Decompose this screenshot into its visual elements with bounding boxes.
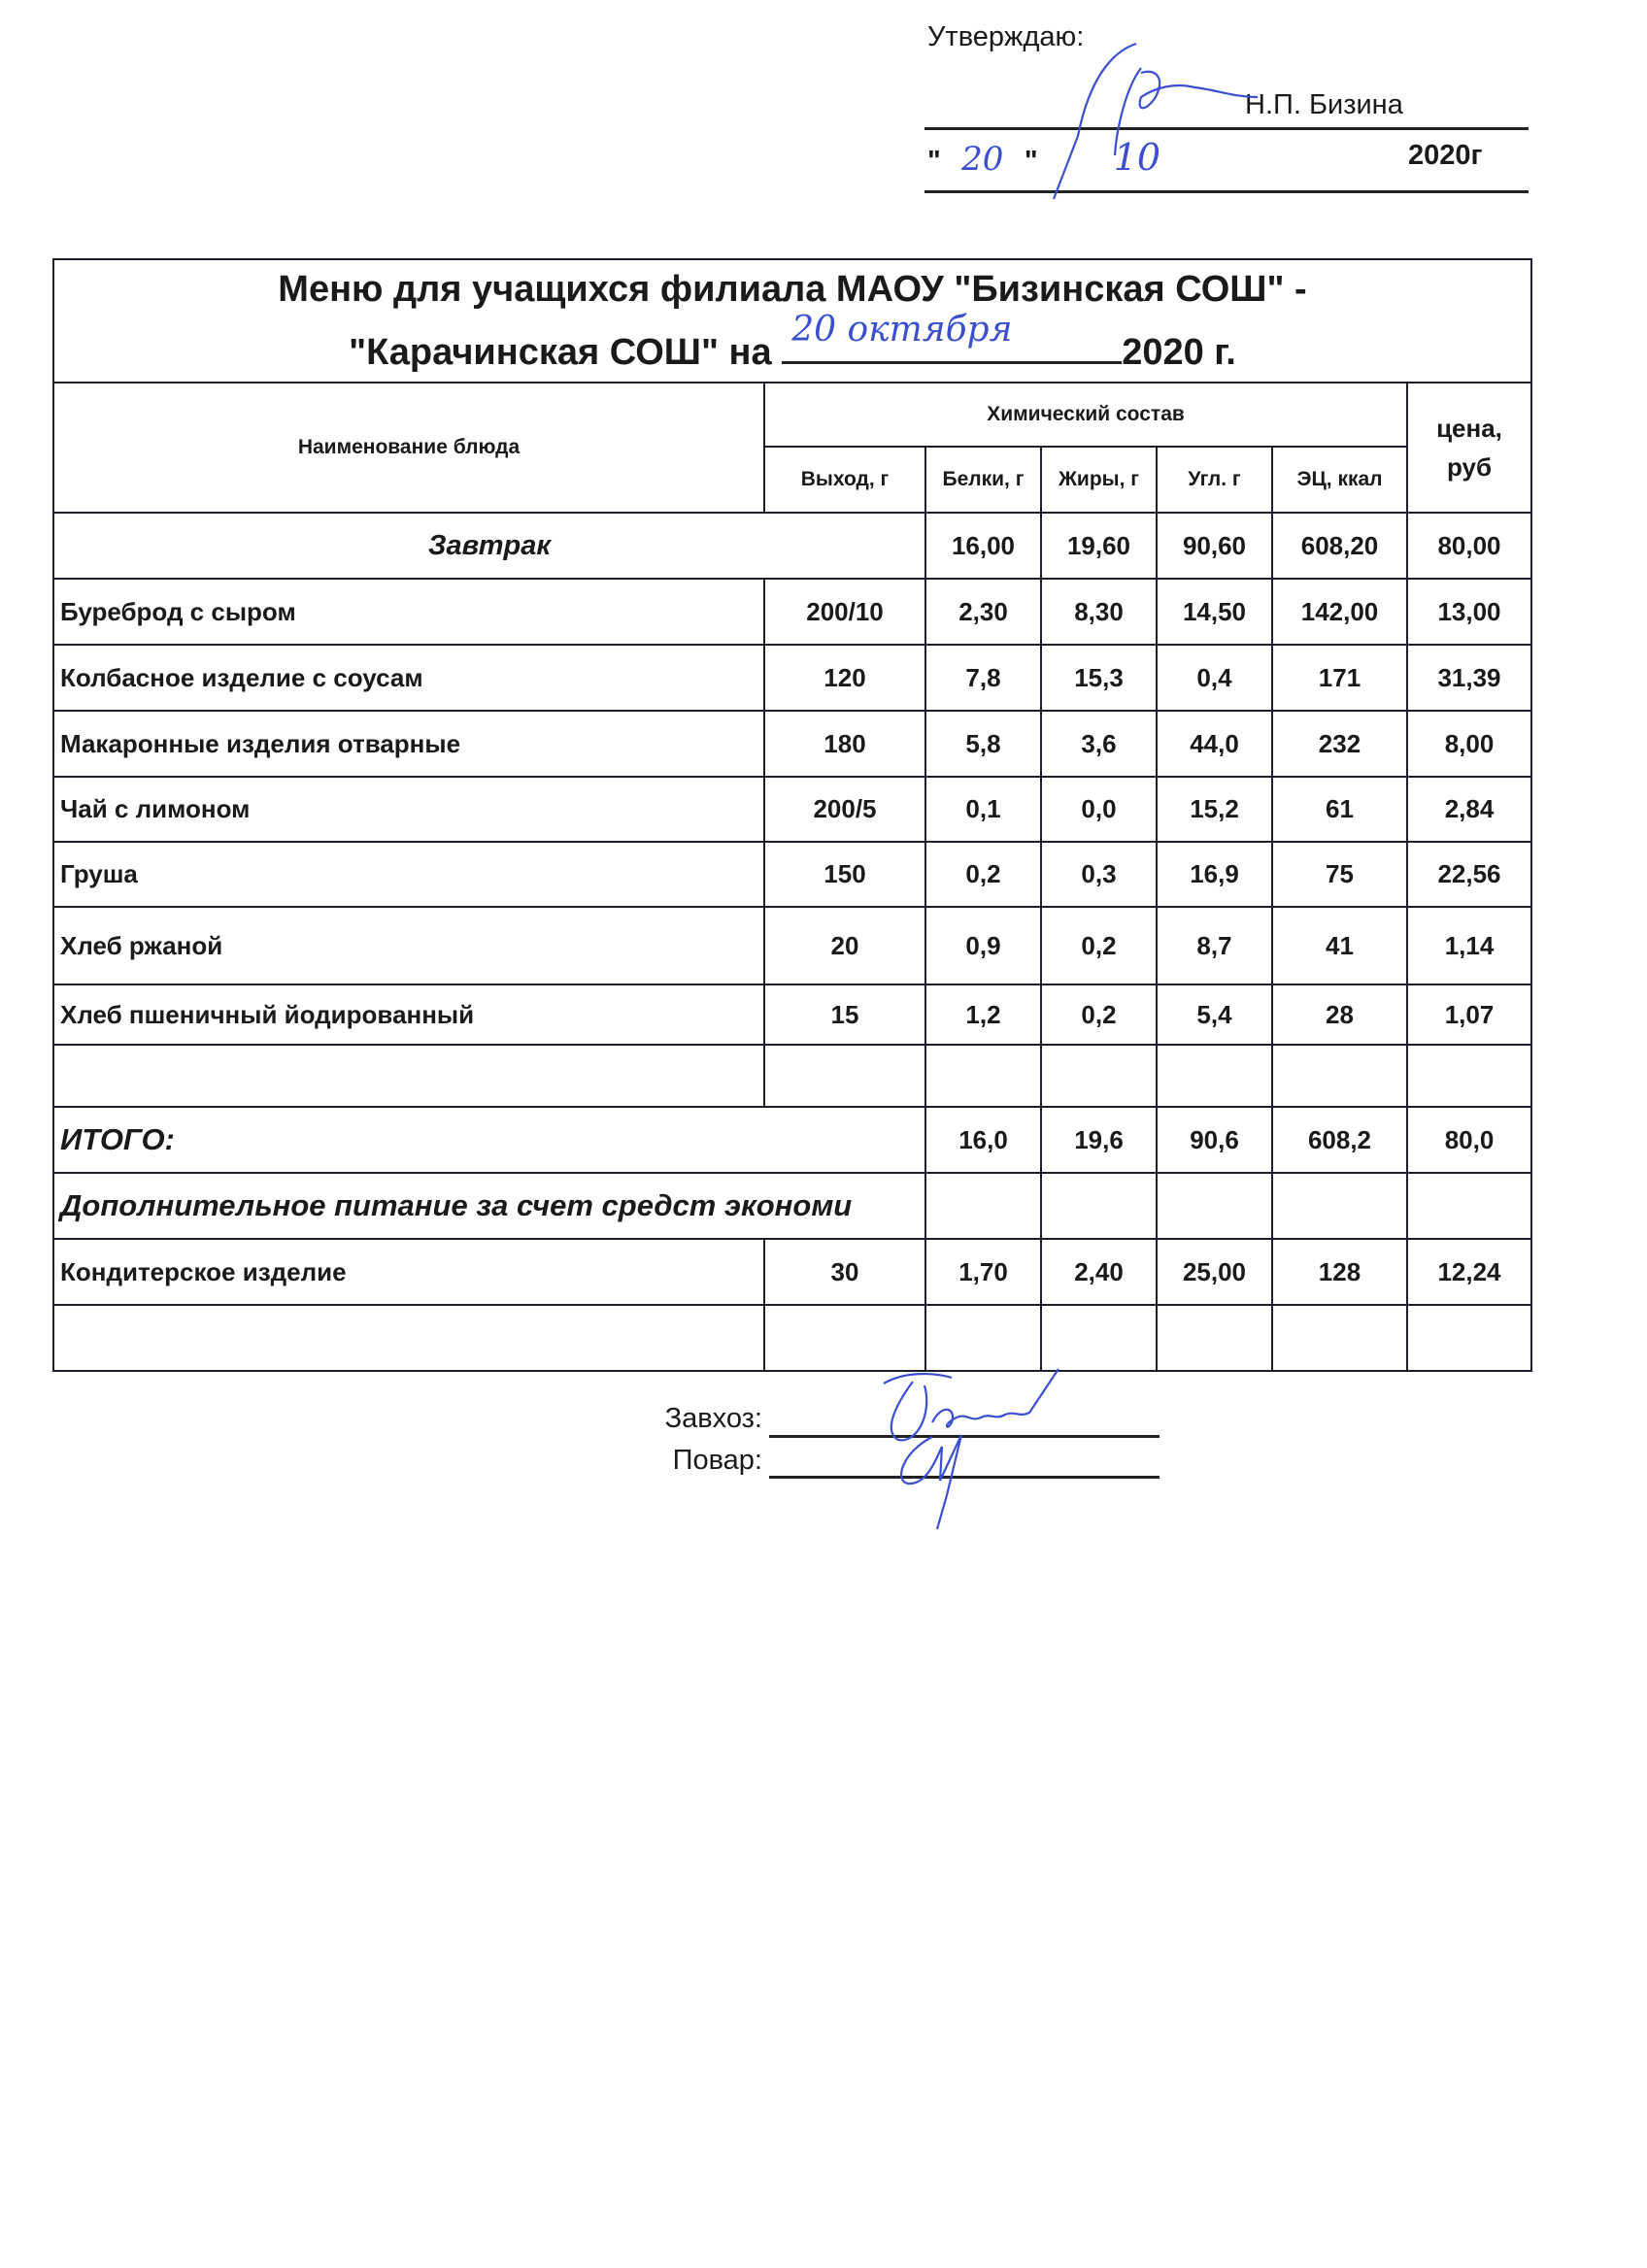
menu-item-fat: 0,0 (1041, 777, 1157, 842)
header-price-line-2: руб (1446, 452, 1493, 482)
cook-signature (893, 1427, 1020, 1534)
header-price (1407, 383, 1531, 513)
menu-item-yield: 200/10 (764, 579, 925, 645)
menu-item-yield: 180 (764, 711, 925, 777)
menu-item-kcal: 41 (1272, 907, 1407, 984)
menu-item-row (53, 645, 1531, 711)
menu-item-kcal: 142,00 (1272, 579, 1407, 645)
menu-item-fat: 3,6 (1041, 711, 1157, 777)
menu-item-price: 31,39 (1407, 645, 1531, 711)
extra-item-row (53, 1239, 1531, 1305)
header-kcal: ЭЦ, ккал (1272, 447, 1407, 513)
empty-cell (1272, 1173, 1407, 1239)
menu-item-price: 13,00 (1407, 579, 1531, 645)
title-date-field (782, 310, 1122, 364)
date-quote-open: " (927, 146, 941, 177)
menu-item-row (53, 984, 1531, 1045)
menu-item-row (53, 777, 1531, 842)
header-chemical-composition: Химический состав (764, 383, 1407, 447)
total-label: ИТОГО: (53, 1107, 925, 1173)
date-day-handwritten: 20 (961, 140, 1004, 179)
empty-cell (925, 1173, 1041, 1239)
approval-label: Утверждаю: (927, 21, 1085, 52)
header-yield: Выход, г (764, 447, 925, 513)
menu-item-carbs: 0,4 (1157, 645, 1272, 711)
total-fat: 19,6 (1041, 1107, 1157, 1173)
date-quote-close: " (1024, 146, 1038, 177)
menu-item-name: Чай с лимоном (53, 777, 764, 842)
empty-cell (1272, 1045, 1407, 1107)
menu-item-price: 1,07 (1407, 984, 1531, 1045)
empty-cell (1407, 1305, 1531, 1371)
empty-cell (925, 1045, 1041, 1107)
menu-item-fat: 15,3 (1041, 645, 1157, 711)
extra-header-row (53, 1173, 1531, 1239)
menu-item-yield: 15 (764, 984, 925, 1045)
approver-signature (1049, 29, 1262, 204)
total-row (53, 1107, 1531, 1173)
menu-item-name: Груша (53, 842, 764, 907)
approval-year: 2020г (1408, 140, 1483, 171)
menu-item-price: 1,14 (1407, 907, 1531, 984)
empty-cell (1041, 1045, 1157, 1107)
menu-table (52, 258, 1532, 1372)
menu-item-kcal: 171 (1272, 645, 1407, 711)
menu-item-protein: 7,8 (925, 645, 1041, 711)
empty-row (53, 1045, 1531, 1107)
menu-item-name: Колбасное изделие с соусам (53, 645, 764, 711)
header-fat: Жиры, г (1041, 447, 1157, 513)
document-title (53, 259, 1531, 383)
menu-item-row (53, 711, 1531, 777)
menu-item-yield: 150 (764, 842, 925, 907)
title-date-handwritten: 20 октября (791, 310, 1013, 350)
header-price-line-1: цена, (1436, 414, 1502, 443)
storekeeper-label: Завхоз: (664, 1403, 762, 1434)
menu-item-price: 8,00 (1407, 711, 1531, 777)
menu-item-row (53, 579, 1531, 645)
empty-cell (925, 1305, 1041, 1371)
empty-cell (1157, 1045, 1272, 1107)
empty-cell (1407, 1045, 1531, 1107)
menu-item-name: Хлеб ржаной (53, 907, 764, 984)
extra-item-price: 12,24 (1407, 1239, 1531, 1305)
total-protein: 16,0 (925, 1107, 1041, 1173)
header-carbs: Угл. г (1157, 447, 1272, 513)
title-line-2 (60, 310, 1525, 382)
extra-item-yield: 30 (764, 1239, 925, 1305)
menu-item-fat: 8,30 (1041, 579, 1157, 645)
menu-item-carbs: 15,2 (1157, 777, 1272, 842)
empty-row (53, 1305, 1531, 1371)
breakfast-row (53, 513, 1531, 579)
extra-item-carbs: 25,00 (1157, 1239, 1272, 1305)
breakfast-protein: 16,00 (925, 513, 1041, 579)
menu-item-row (53, 842, 1531, 907)
date-month-handwritten: 10 (1113, 136, 1161, 179)
menu-item-kcal: 28 (1272, 984, 1407, 1045)
menu-item-kcal: 61 (1272, 777, 1407, 842)
menu-item-protein: 5,8 (925, 711, 1041, 777)
extra-item-kcal: 128 (1272, 1239, 1407, 1305)
breakfast-price: 80,00 (1407, 513, 1531, 579)
header-row-1 (53, 383, 1531, 447)
menu-item-name: Буреброд с сыром (53, 579, 764, 645)
empty-cell (764, 1305, 925, 1371)
total-carbs: 90,6 (1157, 1107, 1272, 1173)
title-line-1: Меню для учащихся филиала МАОУ "Бизинская СОШ" - (278, 269, 1307, 310)
menu-item-fat: 0,2 (1041, 907, 1157, 984)
empty-cell (1157, 1173, 1272, 1239)
menu-item-yield: 200/5 (764, 777, 925, 842)
menu-item-row (53, 907, 1531, 984)
menu-item-fat: 0,3 (1041, 842, 1157, 907)
empty-cell (53, 1305, 764, 1371)
title-line-2-suffix: 2020 г. (1122, 332, 1236, 373)
menu-item-protein: 2,30 (925, 579, 1041, 645)
menu-item-kcal: 232 (1272, 711, 1407, 777)
empty-cell (1041, 1305, 1157, 1371)
empty-cell (1272, 1305, 1407, 1371)
menu-item-name: Макаронные изделия отварные (53, 711, 764, 777)
menu-item-carbs: 14,50 (1157, 579, 1272, 645)
menu-item-carbs: 44,0 (1157, 711, 1272, 777)
menu-item-kcal: 75 (1272, 842, 1407, 907)
menu-item-protein: 1,2 (925, 984, 1041, 1045)
breakfast-label: Завтрак (53, 513, 925, 579)
extra-label: Дополнительное питание за счет средст экономи (53, 1173, 925, 1239)
menu-items (53, 579, 1531, 1045)
total-kcal: 608,2 (1272, 1107, 1407, 1173)
empty-cell (764, 1045, 925, 1107)
empty-cell (1041, 1173, 1157, 1239)
empty-cell (53, 1045, 764, 1107)
menu-item-name: Хлеб пшеничный йодированный (53, 984, 764, 1045)
total-price: 80,0 (1407, 1107, 1531, 1173)
title-line-2-prefix: "Карачинская СОШ" на (349, 332, 772, 373)
cook-label: Повар: (672, 1445, 762, 1476)
menu-item-protein: 0,9 (925, 907, 1041, 984)
title-row (53, 259, 1531, 383)
empty-cell (1157, 1305, 1272, 1371)
breakfast-kcal: 608,20 (1272, 513, 1407, 579)
menu-item-protein: 0,1 (925, 777, 1041, 842)
approver-name: Н.П. Бизина (1245, 89, 1403, 120)
breakfast-carbs: 90,60 (1157, 513, 1272, 579)
menu-item-yield: 20 (764, 907, 925, 984)
header-protein: Белки, г (925, 447, 1041, 513)
menu-item-price: 2,84 (1407, 777, 1531, 842)
breakfast-fat: 19,60 (1041, 513, 1157, 579)
extra-item-protein: 1,70 (925, 1239, 1041, 1305)
header-dish-name: Наименование блюда (53, 383, 764, 513)
menu-item-yield: 120 (764, 645, 925, 711)
menu-item-carbs: 16,9 (1157, 842, 1272, 907)
menu-item-protein: 0,2 (925, 842, 1041, 907)
menu-item-carbs: 5,4 (1157, 984, 1272, 1045)
extra-item-name: Кондитерское изделие (53, 1239, 764, 1305)
menu-item-carbs: 8,7 (1157, 907, 1272, 984)
extra-item-fat: 2,40 (1041, 1239, 1157, 1305)
menu-item-fat: 0,2 (1041, 984, 1157, 1045)
menu-item-price: 22,56 (1407, 842, 1531, 907)
empty-cell (1407, 1173, 1531, 1239)
